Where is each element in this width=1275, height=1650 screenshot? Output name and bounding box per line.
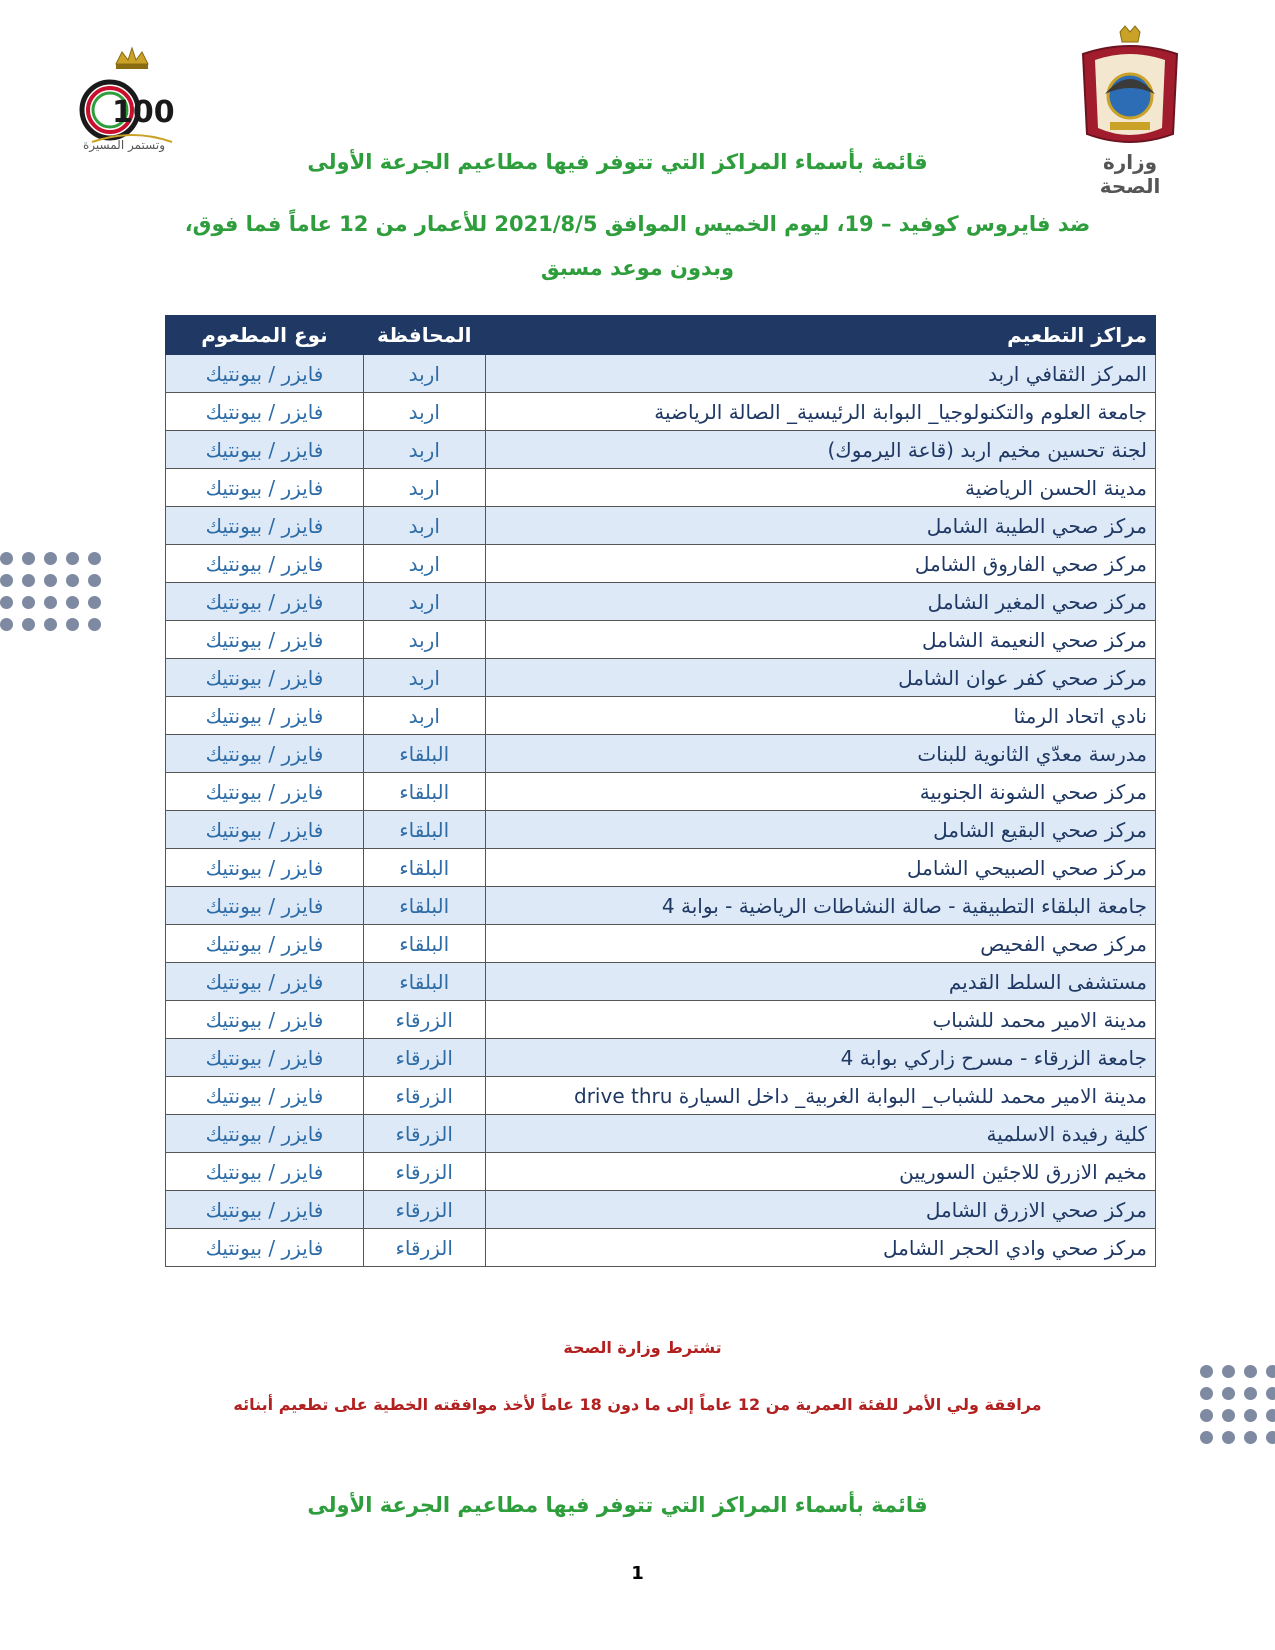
decorative-dots-left <box>0 552 110 640</box>
cell-governorate: الزرقاء <box>363 1153 485 1191</box>
cell-center: جامعة العلوم والتكنولوجيا_ البوابة الرئيسية_ الصالة الرياضية <box>485 393 1155 431</box>
cell-vaccine: فايزر / بيونتيك <box>166 1001 364 1039</box>
dot <box>0 618 13 631</box>
cell-governorate: البلقاء <box>363 849 485 887</box>
cell-center: مركز صحي الازرق الشامل <box>485 1191 1155 1229</box>
centennial-tagline: وتستمر المسيرة <box>83 138 165 152</box>
cell-center: مركز صحي المغير الشامل <box>485 583 1155 621</box>
cell-vaccine: فايزر / بيونتيك <box>166 811 364 849</box>
cell-governorate: الزرقاء <box>363 1229 485 1267</box>
cell-vaccine: فايزر / بيونتيك <box>166 431 364 469</box>
cell-governorate: الزرقاء <box>363 1115 485 1153</box>
cell-governorate: البلقاء <box>363 925 485 963</box>
cell-center: كلية رفيدة الاسلمية <box>485 1115 1155 1153</box>
cell-governorate: اربد <box>363 659 485 697</box>
cell-vaccine: فايزر / بيونتيك <box>166 1039 364 1077</box>
cell-governorate: اربد <box>363 545 485 583</box>
cell-center: جامعة البلقاء التطبيقية - صالة النشاطات الرياضية - بوابة 4 <box>485 887 1155 925</box>
dot <box>22 596 35 609</box>
page-subtitle: ضد فايروس كوفيد – 19، ليوم الخميس الموافق 2021/8/5 للأعمار من 12 عاماً فما فوق، <box>184 212 1091 236</box>
cell-governorate: البلقاء <box>363 887 485 925</box>
table-row <box>166 887 1156 925</box>
cell-vaccine: فايزر / بيونتيك <box>166 393 364 431</box>
cell-center: مركز صحي النعيمة الشامل <box>485 621 1155 659</box>
dot <box>1222 1431 1235 1444</box>
table-row <box>166 393 1156 431</box>
header-center: مراكز التطعيم <box>485 316 1155 355</box>
cell-governorate: اربد <box>363 621 485 659</box>
cell-center: مركز صحي الطيبة الشامل <box>485 507 1155 545</box>
table-row <box>166 849 1156 887</box>
cell-vaccine: فايزر / بيونتيك <box>166 583 364 621</box>
page-number: 1 <box>631 1563 644 1584</box>
dot <box>0 552 13 565</box>
cell-governorate: الزرقاء <box>363 1039 485 1077</box>
table-row <box>166 1115 1156 1153</box>
table-header-row <box>166 316 1156 355</box>
centennial-number: 100 <box>112 95 175 130</box>
cell-vaccine: فايزر / بيونتيك <box>166 925 364 963</box>
table-row <box>166 355 1156 393</box>
table-row <box>166 963 1156 1001</box>
table-row <box>166 507 1156 545</box>
dot <box>1200 1431 1213 1444</box>
table-row <box>166 1229 1156 1267</box>
page-title: قائمة بأسماء المراكز التي تتوفر فيها مطاعيم الجرعة الأولى <box>307 150 928 174</box>
cell-governorate: البلقاء <box>363 735 485 773</box>
cell-vaccine: فايزر / بيونتيك <box>166 849 364 887</box>
table-row <box>166 583 1156 621</box>
table-row <box>166 735 1156 773</box>
cell-vaccine: فايزر / بيونتيك <box>166 469 364 507</box>
dot <box>1200 1365 1213 1378</box>
dot <box>1222 1365 1235 1378</box>
dot <box>0 574 13 587</box>
table-row <box>166 659 1156 697</box>
cell-vaccine: فايزر / بيونتيك <box>166 735 364 773</box>
cell-governorate: الزرقاء <box>363 1077 485 1115</box>
table-row <box>166 621 1156 659</box>
cell-governorate: اربد <box>363 583 485 621</box>
header-governorate: المحافظة <box>363 316 485 355</box>
table-row <box>166 925 1156 963</box>
cell-vaccine: فايزر / بيونتيك <box>166 697 364 735</box>
table-row <box>166 1191 1156 1229</box>
dot <box>66 618 79 631</box>
dot <box>1266 1431 1275 1444</box>
dot <box>1266 1365 1275 1378</box>
table-body <box>166 355 1156 1267</box>
cell-governorate: اربد <box>363 697 485 735</box>
cell-vaccine: فايزر / بيونتيك <box>166 659 364 697</box>
cell-governorate: اربد <box>363 355 485 393</box>
cell-center: مركز صحي الفحيص <box>485 925 1155 963</box>
cell-vaccine: فايزر / بيونتيك <box>166 963 364 1001</box>
dot <box>66 552 79 565</box>
cell-vaccine: فايزر / بيونتيك <box>166 355 364 393</box>
cell-vaccine: فايزر / بيونتيك <box>166 1191 364 1229</box>
cell-vaccine: فايزر / بيونتيك <box>166 773 364 811</box>
table-row <box>166 545 1156 583</box>
cell-governorate: البلقاء <box>363 773 485 811</box>
cell-vaccine: فايزر / بيونتيك <box>166 1229 364 1267</box>
cell-center: مركز صحي كفر عوان الشامل <box>485 659 1155 697</box>
cell-vaccine: فايزر / بيونتيك <box>166 545 364 583</box>
dot <box>44 552 57 565</box>
table-row <box>166 1001 1156 1039</box>
dot <box>88 574 101 587</box>
table-row <box>166 697 1156 735</box>
cell-center: لجنة تحسين مخيم اربد (قاعة اليرموك) <box>485 431 1155 469</box>
cell-vaccine: فايزر / بيونتيك <box>166 621 364 659</box>
cell-center: مركز صحي وادي الحجر الشامل <box>485 1229 1155 1267</box>
table-row <box>166 469 1156 507</box>
cell-vaccine: فايزر / بيونتيك <box>166 1153 364 1191</box>
bottom-title: قائمة بأسماء المراكز التي تتوفر فيها مطاعيم الجرعة الأولى <box>307 1493 928 1517</box>
cell-center: نادي اتحاد الرمثا <box>485 697 1155 735</box>
cell-center: مركز صحي الفاروق الشامل <box>485 545 1155 583</box>
dot <box>44 574 57 587</box>
dot <box>88 618 101 631</box>
cell-center: مدينة الامير محمد للشباب <box>485 1001 1155 1039</box>
cell-governorate: البلقاء <box>363 963 485 1001</box>
condition-text: مرافقة ولي الأمر للفئة العمرية من 12 عاماً إلى ما دون 18 عاماً لأخذ موافقته الخطية على تطعيم أبنائه <box>233 1395 1042 1414</box>
cell-center: مركز صحي البقيع الشامل <box>485 811 1155 849</box>
dot <box>22 552 35 565</box>
table-row <box>166 1077 1156 1115</box>
condition-title: تشترط وزارة الصحة <box>563 1338 722 1357</box>
dot <box>1244 1431 1257 1444</box>
dot <box>88 596 101 609</box>
cell-governorate: اربد <box>363 507 485 545</box>
dot <box>66 574 79 587</box>
cell-center: مدرسة معدّي الثانوية للبنات <box>485 735 1155 773</box>
table-row <box>166 1153 1156 1191</box>
dot <box>22 618 35 631</box>
cell-governorate: اربد <box>363 469 485 507</box>
cell-vaccine: فايزر / بيونتيك <box>166 1077 364 1115</box>
dot <box>1244 1365 1257 1378</box>
cell-center: مخيم الازرق للاجئين السوريين <box>485 1153 1155 1191</box>
table-row <box>166 1039 1156 1077</box>
cell-governorate: الزرقاء <box>363 1001 485 1039</box>
dot <box>0 596 13 609</box>
cell-center: المركز الثقافي اربد <box>485 355 1155 393</box>
cell-center: مدينة الحسن الرياضية <box>485 469 1155 507</box>
cell-center: مركز صحي الصبيحي الشامل <box>485 849 1155 887</box>
cell-governorate: الزرقاء <box>363 1191 485 1229</box>
cell-vaccine: فايزر / بيونتيك <box>166 1115 364 1153</box>
table-row <box>166 431 1156 469</box>
cell-governorate: اربد <box>363 431 485 469</box>
table-row <box>166 811 1156 849</box>
dot <box>88 552 101 565</box>
dot <box>22 574 35 587</box>
cell-governorate: اربد <box>363 393 485 431</box>
ministry-name: وزارة الصحة <box>1099 150 1161 198</box>
cell-vaccine: فايزر / بيونتيك <box>166 887 364 925</box>
page-subtitle-2: وبدون موعد مسبق <box>540 256 735 280</box>
cell-center: جامعة الزرقاء - مسرح زاركي بوابة 4 <box>485 1039 1155 1077</box>
cell-vaccine: فايزر / بيونتيك <box>166 507 364 545</box>
cell-center: مدينة الامير محمد للشباب_ البوابة الغربية_ داخل السيارة drive thru <box>485 1077 1155 1115</box>
cell-center: مستشفى السلط القديم <box>485 963 1155 1001</box>
dot <box>44 596 57 609</box>
cell-governorate: البلقاء <box>363 811 485 849</box>
header-vaccine: نوع المطعوم <box>166 316 364 355</box>
dot <box>66 596 79 609</box>
dot <box>44 618 57 631</box>
table-row <box>166 773 1156 811</box>
vaccination-centers-table <box>165 315 1156 1267</box>
cell-center: مركز صحي الشونة الجنوبية <box>485 773 1155 811</box>
